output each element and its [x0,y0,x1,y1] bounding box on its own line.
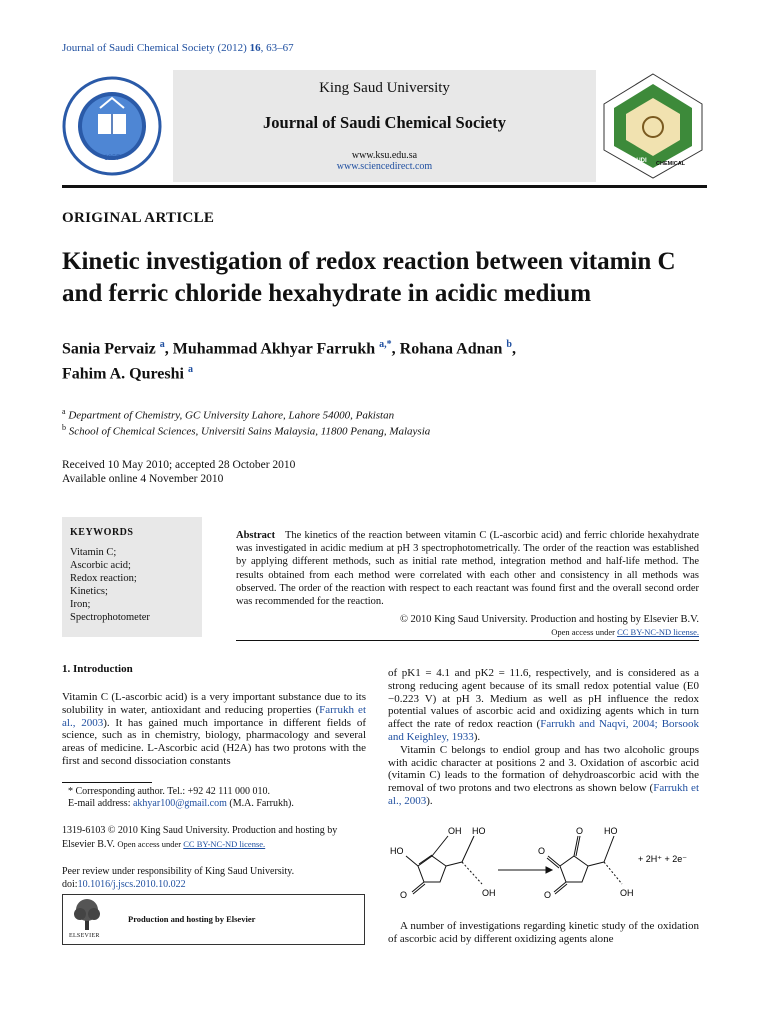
elsevier-hosting-text: Production and hosting by Elsevier [128,914,256,924]
author-list: Sania Pervaiz $^a$, Muhammad Akhyar Farrukh $^{a,*}$, Rohana Adnan $^b$, Fahim A. Qureshi $^a$ [62,339,516,383]
author-affiliation-link[interactable]: a [159,339,165,350]
svg-text:1957: 1957 [104,153,120,162]
author-name: Muhammad Akhyar Farrukh [172,340,380,358]
university-name: King Saud University [319,80,450,96]
keyword: Iron; [70,599,91,610]
keyword: Redox reaction; [70,573,137,584]
article-dates: Received 10 May 2010; accepted 28 October 2010 Available online 4 November 2010 [62,459,296,485]
saudi-chemical-society-logo [598,70,708,182]
label-oh: OH [448,826,462,836]
citation-link[interactable]: Farrukh et al., 2003 [62,703,366,729]
url-ksu[interactable]: www.ksu.edu.sa [351,150,418,161]
issn-notice: 1319-6103 © 2010 King Saud University. Production and hosting by Elsevier B.V. Open access under CC BY-NC-ND license. [62,825,338,850]
article-type: ORIGINAL ARTICLE [62,210,215,226]
license-link[interactable]: CC BY-NC-ND license. [183,838,266,849]
label-o: O [400,890,408,900]
keyword: Vitamin C; [70,547,117,558]
license-link[interactable]: CC BY-NC-ND license. [617,627,699,637]
corresponding-footnote: * Corresponding author. Tel.: +92 42 111 000 010. E-mail address: akhyar100@gmail.com (M.A. Farrukh). [68,786,294,809]
abstract-rule [236,640,699,641]
abstract-license: Open access under CC BY-NC-ND license. [551,627,699,637]
ksu-logo [62,68,162,182]
keywords-list [70,546,150,624]
intro-right-continuation: A number of investigations regarding kinetic study of the oxidation of ascorbic acid by different oxidizing agents alone [388,920,699,945]
label-ho: HO [472,826,486,836]
keywords-title: KEYWORDS [70,527,134,538]
keyword: Ascorbic acid; [70,560,131,571]
reaction-products: + 2H⁺ + 2e⁻ [638,854,688,864]
svg-text:SAUDI: SAUDI [628,158,647,164]
abstract [236,529,699,608]
label-oh: OH [620,888,634,898]
article-title: Kinetic investigation of redox reaction between vitamin C and ferric chloride hexahydrate in acidic medium [62,248,676,307]
section-heading: 1. Introduction [62,663,133,675]
author-affiliation-link[interactable]: b [506,339,512,350]
abstract-copyright: © 2010 King Saud University. Production and hosting by Elsevier B.V. [399,614,699,625]
intro-right-paragraphs: of pK1 = 4.1 and pK2 = 11.6, respectively, and is considered as a strong reducing agent because of its small redox potential value (E0 −0.223 V) at pH 3. Medium as well as pH influence the redox potential values of ascorbic acid and oxidizing agents which in turn affect the rate of redox reaction (Farrukh and Naqvi, 2004; Borsook and Keighley, 1933). Vitamin C belongs to endiol group and has two alcoholic groups with acidic character at positions 2 and 3. Oxidation of ascorbic acid (vitamin C) leads to the formation of dehydroascorbic acid with the removal of two protons and two electrons as shown below (Farrukh et al., 2003). [388,667,700,807]
keyword: Kinetics; [70,586,108,597]
keyword: Spectrophotometer [70,612,150,623]
label-ho: HO [604,826,618,836]
footnote-rule [62,782,152,783]
label-o: O [544,890,552,900]
intro-left-paragraph: Vitamin C (L-ascorbic acid) is a very important substance due to its solubility in water, antioxidant and reducing properties (Farrukh et al., 2003). It has gained much importance in different fields of science, such as in chemistry, biology, pharmacology and several areas of medicine. L-Ascorbic acid (H2A) has two protons with the first and second dissociation constants [62,691,366,767]
author-name: Rohana Adnan [399,340,507,358]
citation-link[interactable]: Farrukh et al., 2003 [388,782,699,807]
journal-reference[interactable]: Journal of Saudi Chemical Society (2012) 16, 63–67 [62,42,294,54]
header-rule [62,185,707,188]
doi-link[interactable]: 10.1016/j.jscs.2010.10.022 [77,878,186,890]
affiliation-a: $^a$ Department of Chemistry, GC University Lahore, Lahore 54000, Pakistan [62,407,395,422]
email-link[interactable]: akhyar100@gmail.com [132,798,227,809]
author-name: Fahim A. Qureshi [62,365,188,383]
affiliation-b: $^b$ School of Chemical Sciences, Universiti Sains Malaysia, 11800 Penang, Malaysia [62,423,431,438]
journal-title: Journal of Saudi Chemical Society [263,113,506,132]
svg-text:CHEMICAL: CHEMICAL [656,161,686,167]
elsevier-wordmark: ELSEVIER [69,933,100,939]
elsevier-tree-icon [70,898,104,932]
author-affiliation-link[interactable]: a,* [379,339,392,350]
abstract-text: The kinetics of the reaction between vitamin C (L-ascorbic acid) and ferric chloride hexahydrate was investigated in acidic medium at pH 3 spectrophotometrically. The order of the reaction was established by applying different methods, such as initial rate method, integration method and half-life method. The results obtained from each method were correlated with each other and consistency in all methods was observed. The order of the reaction with respect to each reactant was found first and the overall second order was recommended for the reaction. [236,530,700,608]
url-sciencedirect[interactable]: www.sciencedirect.com [336,161,433,172]
citation-link[interactable]: Farrukh and Naqvi, 2004; Borsook and Keighley, 1933 [388,718,700,743]
label-o: O [576,826,584,836]
label-oh: OH [482,888,496,898]
reaction-scheme [388,822,708,902]
abstract-label: Abstract [236,530,276,541]
label-ho: HO [390,846,404,856]
author-name: Sania Pervaiz [62,340,160,358]
label-o: O [538,846,546,856]
author-affiliation-link[interactable]: a [187,364,193,376]
peer-review-notice: Peer review under responsibility of King Saud University. doi:10.1016/j.jscs.2010.10.022 [62,866,295,890]
